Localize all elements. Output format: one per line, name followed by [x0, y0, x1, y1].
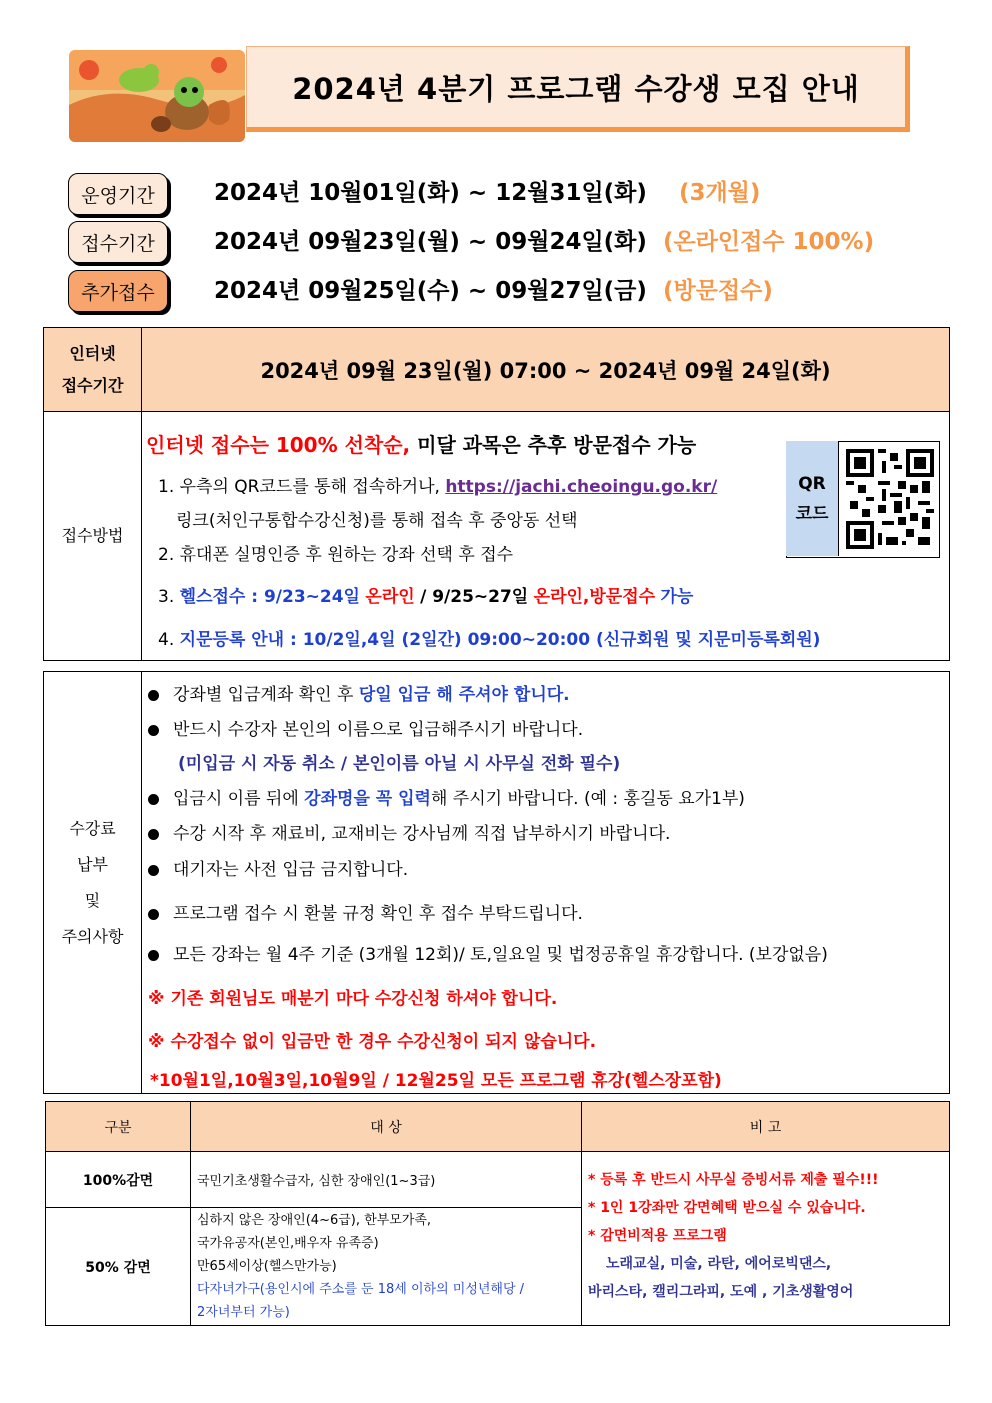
discount-header-target: 대 상	[191, 1102, 582, 1152]
method-headline	[146, 429, 696, 458]
method-item-1-line2: 링크(처인구통합수강신청)를 통해 접속 후 중앙동 선택	[176, 511, 578, 531]
bullet-dot	[148, 725, 159, 736]
discount-row2-t2: 국가유공자(본인,배우자 유족증)	[197, 1236, 379, 1251]
qr-label-2: 코드	[795, 503, 829, 524]
bullet-dot	[148, 829, 159, 840]
period-apply	[214, 223, 874, 256]
fee-bullet-2-note: (미입금 시 자동 취소 / 본인이름 아닐 시 사무실 전화 필수)	[178, 754, 621, 774]
internet-label	[44, 328, 142, 412]
method-item-4-num: 4.	[158, 630, 175, 650]
fee-bullet-7-text: 모든 강좌는 월 4주 기준 (3개월 12회)/ 토,일요일 및 법정공휴일 휴강합니다. (보강없음)	[173, 945, 828, 965]
discount-note-3: * 감면비적용 프로그램	[588, 1228, 727, 1244]
method-headline-red: 인터넷 접수는 100% 선착순,	[146, 433, 411, 457]
fees-label-3: 및	[84, 890, 101, 910]
fees-label	[44, 672, 142, 1094]
fee-bullet-1-b: 당일 입금 해 주셔야 합니다.	[358, 685, 570, 705]
method-item-3-e: 가능	[660, 587, 694, 607]
bullet-dot	[148, 690, 159, 701]
internet-period: 2024년 09월 23일(월) 07:00 ~ 2024년 09월 24일(화)	[142, 328, 950, 412]
period-label-extra: 추가접수	[68, 270, 168, 312]
discount-row2-t4: 다자녀가구(용인시에 주소를 둔 18세 이하의 미성년해당 /	[197, 1282, 525, 1297]
fees-label-1: 수강료	[69, 818, 116, 838]
dragon-illustration	[69, 50, 245, 142]
period-extra-text: 2024년 09월25일(수) ~ 09월27일(금)	[214, 278, 647, 304]
fee-bullet-3-c: 해 주시기 바랍니다. (예 : 홍길동 요가1부)	[430, 789, 745, 809]
page-title: 2024년 4분기 프로그램 수강생 모집 안내	[292, 71, 860, 106]
discount-row1-label: 100%감면	[46, 1152, 191, 1208]
method-item-3-c: / 9/25~27일	[420, 587, 529, 607]
discount-note-1: * 등록 후 반드시 사무실 증빙서류 제출 필수!!!	[588, 1172, 879, 1188]
period-apply-text: 2024년 09월23일(월) ~ 09월24일(화)	[214, 229, 647, 255]
discount-table	[45, 1101, 950, 1326]
fee-bullet-2	[148, 715, 583, 740]
method-headline-rest: 미달 과목은 추후 방문접수 가능	[417, 433, 697, 457]
period-label-operation: 운영기간	[68, 173, 168, 215]
discount-header-note: 비 고	[582, 1102, 950, 1152]
page-title-box	[246, 46, 910, 132]
fee-bullet-7	[148, 940, 828, 965]
period-extra-note: (방문접수)	[662, 278, 773, 304]
internet-label-2: 접수기간	[61, 375, 124, 395]
method-item-4	[158, 625, 820, 650]
fee-bullet-3	[148, 784, 745, 809]
fee-bullet-2-text: 반드시 수강자 본인의 이름으로 입금해주시기 바랍니다.	[173, 720, 584, 740]
bullet-dot	[148, 909, 159, 920]
period-label-apply: 접수기간	[68, 221, 168, 263]
fee-note-1: ※ 기존 회원님도 매분기 마다 수강신청 하셔야 합니다.	[148, 989, 558, 1009]
fee-bullet-1-a: 강좌별 입금계좌 확인 후	[173, 685, 354, 705]
method-item-1-text: 1. 우측의 QR코드를 통해 접속하거나,	[158, 477, 440, 497]
fee-bullet-6	[148, 899, 583, 924]
method-item-3-d: 온라인,방문접수	[533, 587, 656, 607]
discount-row2-t5: 2자녀부터 가능)	[197, 1305, 290, 1320]
bullet-dot	[148, 794, 159, 805]
fee-bullet-5	[148, 855, 408, 880]
fee-bullet-6-text: 프로그램 접수 시 환불 규정 확인 후 접수 부탁드립니다.	[173, 904, 583, 924]
internet-label-1: 인터넷	[69, 343, 116, 363]
method-item-3-num: 3.	[158, 587, 175, 607]
bullet-dot	[148, 950, 159, 961]
fee-bullet-4	[148, 819, 670, 844]
discount-note-2: * 1인 1강좌만 감면혜택 받으실 수 있습니다.	[588, 1200, 866, 1216]
method-item-3-b: 온라인	[365, 587, 415, 607]
fees-label-2: 납부	[77, 854, 108, 874]
qr-code-image[interactable]	[846, 448, 934, 550]
discount-notes	[582, 1152, 950, 1326]
method-item-1	[158, 472, 717, 497]
discount-note-4: 노래교실, 미술, 라탄, 에어로빅댄스,	[606, 1256, 832, 1272]
period-apply-note: (온라인접수 100%)	[662, 229, 875, 255]
discount-row1-target: 국민기초생활수급자, 심한 장애인(1~3급)	[191, 1152, 582, 1208]
fee-bullet-1	[148, 680, 570, 705]
period-extra	[214, 272, 773, 305]
discount-row2-target	[191, 1208, 582, 1326]
fee-note-3: *10월1일,10월3일,10월9일 / 12월25일 모든 프로그램 휴강(헬스장포함)	[150, 1071, 722, 1091]
fee-bullet-3-a: 입금시 이름 뒤에	[173, 789, 299, 809]
period-operation-note: (3개월)	[678, 180, 761, 206]
fees-label-4: 주의사항	[61, 926, 124, 946]
discount-row2-t3: 만65세이상(헬스만가능)	[197, 1259, 337, 1274]
period-operation-text: 2024년 10월01일(화) ~ 12월31일(화)	[214, 180, 647, 206]
qr-label	[786, 441, 839, 556]
method-item-3	[158, 582, 693, 607]
discount-note-5: 바리스타, 캘리그라피, 도예 , 기초생활영어	[588, 1284, 854, 1300]
fee-bullet-4-text: 수강 시작 후 재료비, 교재비는 강사님께 직접 납부하시기 바랍니다.	[173, 824, 671, 844]
method-item-2: 2. 휴대폰 실명인증 후 원하는 강좌 선택 후 접수	[158, 545, 514, 565]
method-item-3-a: 헬스접수 : 9/23~24일	[179, 587, 360, 607]
discount-row2-label: 50% 감면	[46, 1208, 191, 1326]
fee-bullet-3-b: 강좌명을 꼭 입력	[304, 789, 431, 809]
qr-label-1: QR	[798, 473, 826, 494]
method-item-4-text: 지문등록 안내 : 10/2일,4일 (2일간) 09:00~20:00 (신규회원 및 지문미등록회원)	[179, 630, 821, 650]
cheoingu-link[interactable]: https://jachi.cheoingu.go.kr/	[445, 477, 718, 497]
discount-header-category: 구분	[46, 1102, 191, 1152]
method-label: 접수방법	[44, 412, 142, 661]
fee-note-2: ※ 수강접수 없이 입금만 한 경우 수강신청이 되지 않습니다.	[148, 1032, 597, 1052]
fee-bullet-5-text: 대기자는 사전 입금 금지합니다.	[173, 860, 409, 880]
discount-row2-t1: 심하지 않은 장애인(4~6급), 한부모가족,	[197, 1213, 432, 1228]
bullet-dot	[148, 865, 159, 876]
period-operation	[214, 174, 760, 207]
